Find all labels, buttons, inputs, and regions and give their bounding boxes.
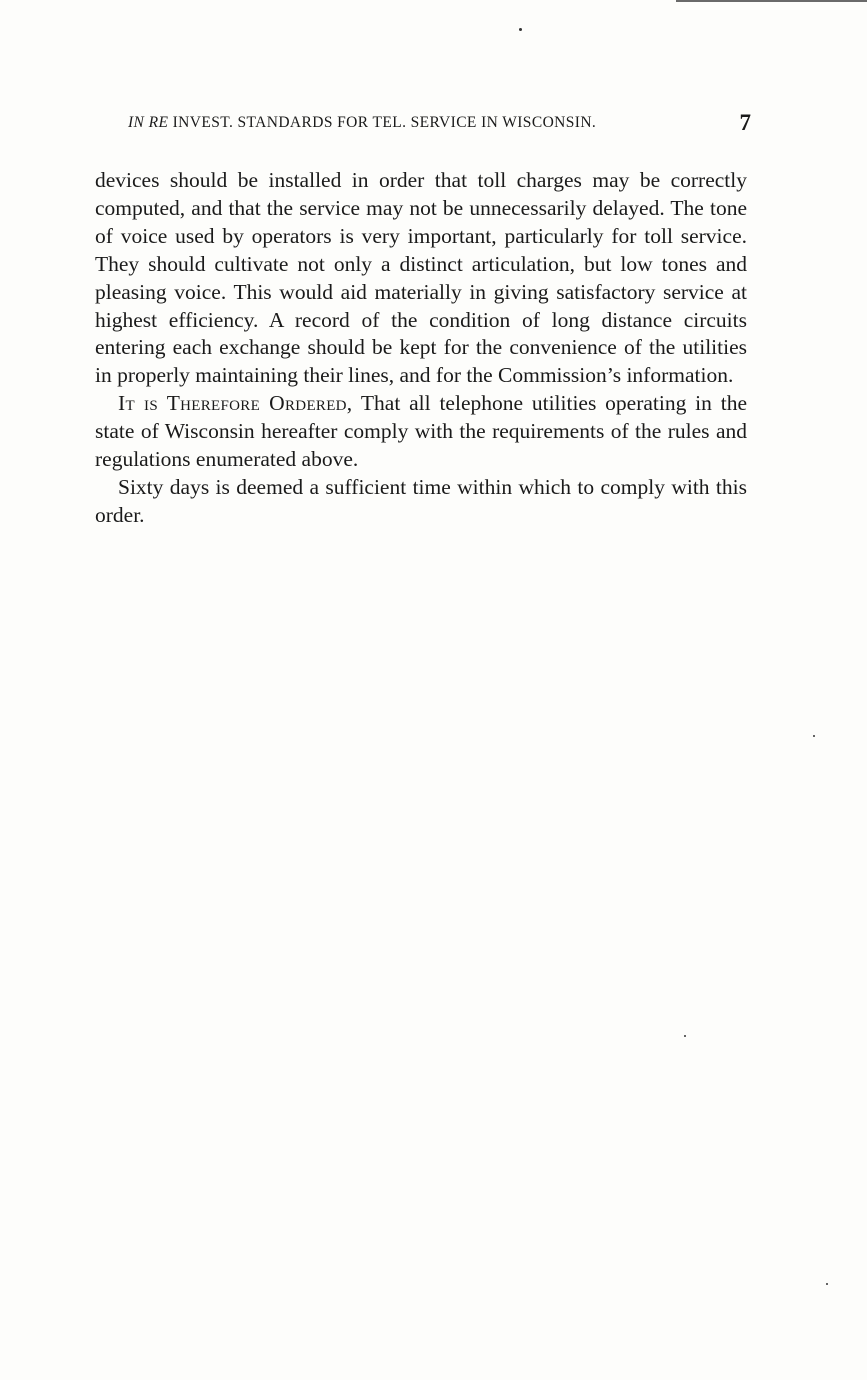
order-text: That all telephone utilities operating in the state of Wisconsin hereafter comply with the requirements of the rules and regulations enumerated above. xyxy=(95,391,747,472)
body-text xyxy=(95,167,747,530)
print-speck xyxy=(813,735,815,737)
paragraph-order xyxy=(95,390,747,474)
order-lead-in: It is Therefore Ordered, xyxy=(118,391,353,416)
paragraph-continuation: devices should be installed in order that toll charges may be correctly computed, and that the service may not be unnecessarily delayed. The tone of voice used by operators is very important, particularly for toll service. They should cultivate not only a distinct articulation, but low tones and pleasing voice. This would aid materially in giving satisfactory service at highest efficiency. A record of the condition of long distance circuits entering each exchange should be kept for the convenience of the utilities in properly maintaining their lines, and for the Commission’s information. xyxy=(95,168,747,388)
top-edge-rule xyxy=(676,0,867,2)
paragraph-compliance-time: Sixty days is deemed a sufficient time within which to comply with this order. xyxy=(95,474,747,527)
print-speck xyxy=(519,28,522,31)
page-number: 7 xyxy=(739,110,751,135)
print-speck xyxy=(826,1283,828,1285)
running-head xyxy=(95,110,751,140)
running-title-prefix: IN RE xyxy=(128,114,169,131)
print-speck xyxy=(684,1035,686,1037)
running-title xyxy=(128,114,596,132)
running-title-text: INVEST. STANDARDS FOR TEL. SERVICE IN WISCONSIN. xyxy=(172,114,597,131)
